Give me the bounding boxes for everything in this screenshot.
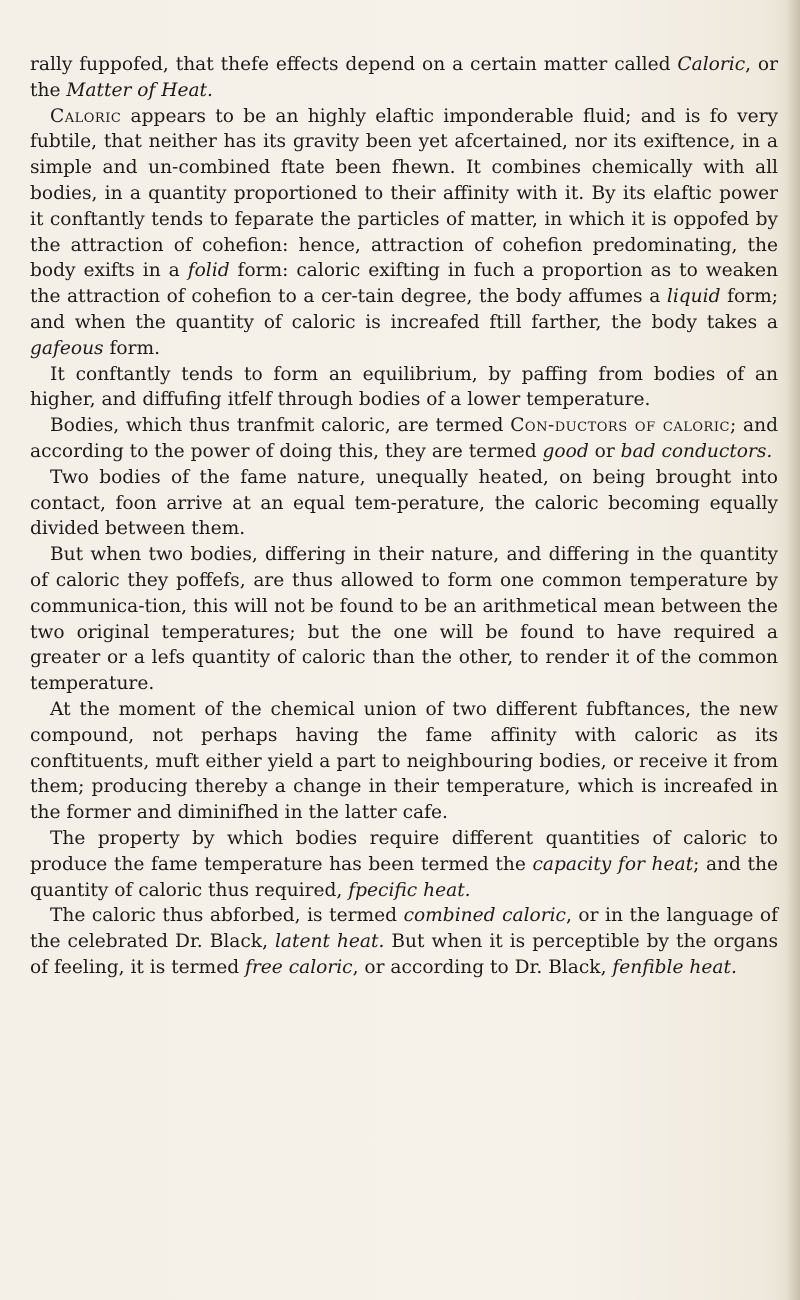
text-run: ; and the quantity of caloric thus required, — [30, 853, 778, 901]
text-run: But when two bodies, differing in their nature, and differing in the quantity of caloric they poffefs, are thus allowed to form one common temperature by communica-tion, this will not be found to be an arithmetical mean between the two original temperatures; but the one will be found to have required a greater or a lefs quantity of caloric than the other, to render it of the common temperature. — [30, 544, 778, 695]
italic-term: capacity for heat — [532, 853, 694, 875]
text-run: or — [588, 440, 621, 462]
italic-term: combined caloric — [403, 905, 566, 927]
paragraph-4 — [30, 465, 778, 542]
italic-term: liquid — [666, 286, 721, 308]
text-run: form: caloric exifting in fuch a proportion as to weaken the attraction of cohefion to a cer-tain degree, the body affumes a — [30, 260, 778, 308]
italic-term: gafeous — [30, 337, 104, 359]
italic-term: fenfible heat. — [612, 956, 737, 978]
text-run: form; and when the quantity of caloric is increafed ftill farther, the body takes a — [30, 286, 778, 333]
paragraph-5 — [30, 542, 778, 697]
italic-term: fpecific heat. — [348, 879, 471, 901]
italic-term: latent heat. — [274, 931, 385, 953]
text-run: At the moment of the chemical union of two different fubftances, the new compound, not perhaps having the fame affinity with caloric as its conftituents, muft either yield a part to neighbouring bodies, or receive it from them; producing thereby a change in their temperature, which is increafed in the former and diminifhed in the latter cafe. — [30, 698, 778, 824]
small-caps-term: Con-ductors of caloric — [510, 415, 730, 437]
paragraph-6 — [30, 697, 778, 826]
text-run: , or in the language of the celebrated Dr. Black, — [30, 905, 778, 953]
paragraph-0 — [30, 52, 778, 104]
page-edge-shadow — [786, 0, 800, 1300]
text-run: form. — [103, 337, 161, 359]
italic-term: free caloric — [245, 956, 353, 978]
small-caps-term: Caloric — [50, 105, 122, 127]
italic-term: folid — [187, 260, 230, 282]
text-run: , or the — [30, 54, 779, 101]
text-run: rally fuppofed, that thefe effects depend on a certain matter called — [30, 54, 678, 75]
text-run: It conftantly tends to form an equilibrium, by paffing from bodies of an higher, and diffufing itfelf through bodies of a lower temperature. — [30, 363, 778, 411]
paragraph-1 — [30, 104, 778, 362]
text-run: , or according to Dr. Black, — [352, 956, 613, 978]
text-run: ; and according to the power of doing this, they are termed — [30, 415, 778, 462]
italic-term: Caloric — [677, 54, 746, 75]
body-text — [30, 52, 778, 981]
text-run: appears to be an highly elaftic imponderable fluid; and is fo very fubtile, that neither has its gravity been yet afcertained, nor its exiftence, in a simple and un-combined ftate been fhewn. It combines chemically with all bodies, in a quantity proportioned to their affinity with it. By its elaftic power it conftantly tends to feparate the particles of matter, in which it is oppofed by the attraction of cohefion: hence, attraction of cohefion predominating, the body exifts in a — [30, 105, 778, 282]
text-run: The caloric thus abforbed, is termed — [50, 905, 404, 927]
italic-term: bad conductors. — [620, 440, 773, 462]
paragraph-7 — [30, 826, 778, 903]
text-run: Two bodies of the fame nature, unequally heated, on being brought into contact, foon arrive at an equal tem-perature, the caloric becoming equally divided between them. — [30, 466, 778, 540]
paragraph-8 — [30, 903, 778, 980]
italic-term: good — [542, 440, 589, 462]
text-run: But when it is perceptible by the organs of feeling, it is termed — [30, 931, 778, 978]
paragraph-3 — [30, 413, 778, 465]
italic-term: Matter of Heat. — [66, 79, 213, 101]
text-run: Bodies, which thus tranfmit caloric, are termed — [50, 415, 511, 437]
text-run: The property by which bodies require different quantities of caloric to produce the fame temperature has been termed the — [30, 827, 778, 875]
paragraph-2 — [30, 362, 778, 414]
